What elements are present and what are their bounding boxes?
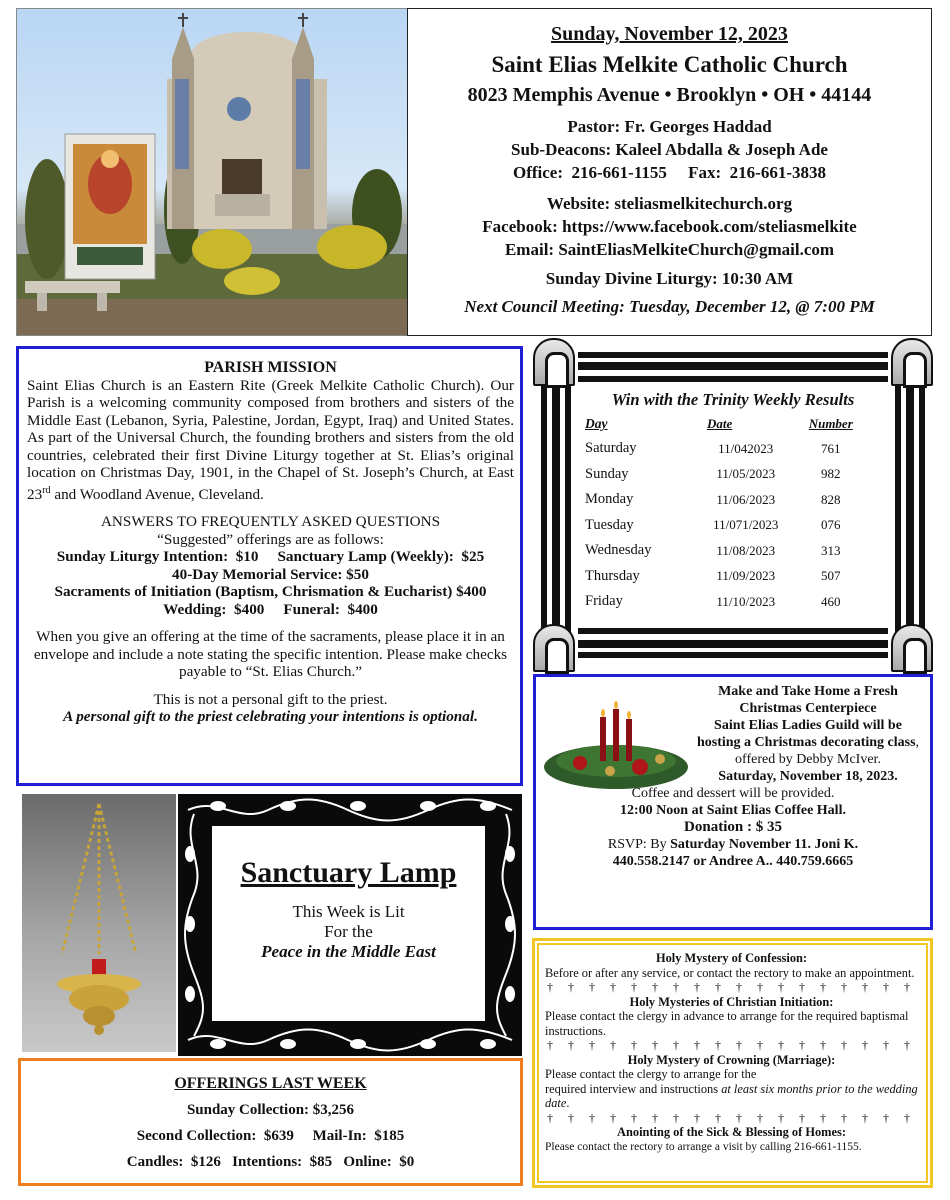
frame-inner-left <box>552 383 560 627</box>
christmas-headline: Make and Take Home a Fresh Christmas Centerpiece <box>718 684 898 716</box>
table-header-row <box>585 416 865 436</box>
row-day: Wednesday <box>585 542 652 559</box>
christmas-class-box <box>533 674 933 930</box>
row-date: 11/071/2023 <box>713 517 779 533</box>
row-number: 076 <box>820 517 841 533</box>
table-row <box>585 564 865 590</box>
christmas-host-line <box>692 717 924 751</box>
crowning-text-2 <box>545 1082 918 1111</box>
row-date: 11/09/2023 <box>716 568 776 584</box>
table-row <box>585 513 865 539</box>
faq-intro: “Suggested” offerings are as follows: <box>157 530 384 548</box>
lamp-line-2: For the <box>324 922 373 941</box>
christmas-donation: Donation : $ 35 <box>684 819 782 835</box>
col-day: Day <box>585 416 608 431</box>
crowning-text-italic: at least six months prior to the wedding date <box>545 1081 918 1110</box>
second-collection: Second Collection: $639 Mail-In: $185 <box>136 1128 405 1144</box>
cross-divider: † † † † † † † † † † † † † † † † † † <box>547 980 916 994</box>
table-row <box>585 487 865 513</box>
trinity-results-box <box>533 338 933 672</box>
church-address: 8023 Memphis Avenue • Brooklyn • OH • 44144 <box>467 84 872 106</box>
frame-inner-right <box>906 383 914 627</box>
christmas-time-place: 12:00 Noon at Saint Elias Coffee Hall. <box>620 803 846 818</box>
sanctuary-lamp-notice <box>212 826 485 1021</box>
arch-corner-icon <box>891 338 933 386</box>
anointing-heading: Anointing of the Sick & Blessing of Homes: <box>617 1125 846 1139</box>
row-number: 828 <box>820 491 841 507</box>
council-meeting: Next Council Meeting: Tuesday, December 12, @ 7:00 PM <box>464 297 875 316</box>
rsvp-phones: 440.558.2147 or Andree A.. 440.759.6665 <box>612 854 854 869</box>
row-day: Friday <box>585 593 623 610</box>
offer-line-4: Wedding: $400 Funeral: $400 <box>163 600 378 618</box>
arch-corner-icon <box>891 624 933 672</box>
offer-line-2: 40-Day Memorial Service: $50 <box>172 565 369 583</box>
initiation-text: Please contact the clergy in advance to arrange for the required baptismal instructions. <box>545 1009 909 1038</box>
rsvp-prefix: RSVP: By <box>607 837 671 852</box>
crowning-text-a: required interview and instructions <box>545 1081 722 1096</box>
crowning-text-1: Please contact the clergy to arrange for the <box>545 1067 757 1081</box>
holy-mysteries-box <box>532 938 933 1188</box>
sanctuary-lamp-photo <box>22 794 176 1052</box>
crowning-text-end: . <box>566 1096 570 1110</box>
crowning-heading: Holy Mystery of Crowning (Marriage): <box>627 1052 836 1067</box>
confession-text: Before or after any service, or contact the rectory to make an appointment. <box>545 965 915 980</box>
confession-heading: Holy Mystery of Confession: <box>655 951 808 965</box>
offer-line-3: Sacraments of Initiation (Baptism, Chrismation & Eucharist) $400 <box>54 583 487 601</box>
offer-line-1: Sunday Liturgy Intention: $10 Sanctuary Lamp (Weekly): $25 <box>56 548 485 566</box>
bulletin-date: Sunday, November 12, 2023 <box>551 23 788 45</box>
frame-inner-top <box>578 362 888 370</box>
centerpiece-image <box>540 695 692 795</box>
christmas-rsvp <box>542 836 924 853</box>
mission-title: PARISH MISSION <box>204 359 337 376</box>
sunday-collection: Sunday Collection: $3,256 <box>186 1102 355 1118</box>
hanging-lamp-icon <box>22 794 176 1052</box>
mission-sup: rd <box>42 484 51 496</box>
row-day: Tuesday <box>585 516 634 533</box>
office-line: Office: 216-661-1155 Fax: 216-661-3838 <box>512 163 827 182</box>
cross-divider: † † † † † † † † † † † † † † † † † † <box>547 1038 916 1052</box>
table-row <box>585 462 865 488</box>
row-date: 11/042023 <box>718 440 774 456</box>
row-date: 11/08/2023 <box>716 542 776 558</box>
optional-gift-note: A personal gift to the priest celebrating your intentions is optional. <box>63 708 478 726</box>
not-gift-note: This is not a personal gift to the priest. <box>153 690 388 708</box>
row-number: 982 <box>820 466 841 482</box>
subdeacons-line: Sub-Deacons: Kaleel Abdalla & Joseph Ade <box>511 140 828 159</box>
christmas-host-comma: , <box>915 735 920 750</box>
table-row <box>585 538 865 564</box>
church-photo <box>16 8 408 336</box>
row-number: 507 <box>820 568 841 584</box>
faq-title: ANSWERS TO FREQUENTLY ASKED QUESTIONS <box>100 513 441 531</box>
christmas-coffee: Coffee and dessert will be provided. <box>631 786 835 801</box>
lamp-line-1: This Week is Lit <box>292 902 405 921</box>
frame-inner-bottom <box>578 640 888 648</box>
rsvp-detail: Saturday November 11. Joni K. <box>670 837 859 852</box>
mission-text-a: Saint Elias Church is an Eastern Rite (Greek Melkite Catholic Church). Our Parish is a welcoming community composed from brothers and sisters of the Middle East (Lebanon, Syria, Palestine, Jordan, Egypt, Iraq) and United States. As part of the Universal Church, the founding brothers and sisters from the old countries, celebrated their first Divine Liturgy together at St. Elias’s original location on Christmas Day, 1901, in the Chapel of St. Joseph’s Church, at East 23 <box>27 376 514 503</box>
christmas-offered-by: offered by Debby McIver. <box>735 752 881 767</box>
table-row <box>585 436 865 462</box>
row-date: 11/05/2023 <box>716 466 776 482</box>
email-link[interactable]: Email: SaintEliasMelkiteChurch@gmail.com <box>504 240 835 259</box>
candles-intentions-online: Candles: $126 Intentions: $85 Online: $0 <box>126 1154 415 1170</box>
website-link[interactable]: Website: steliasmelkitechurch.org <box>546 194 793 213</box>
mission-text-b: and Woodland Avenue, Cleveland. <box>50 485 264 503</box>
parish-mission-box <box>16 346 523 786</box>
offerings-box <box>18 1058 523 1186</box>
church-illustration <box>17 9 408 336</box>
church-name: Saint Elias Melkite Catholic Church <box>491 52 848 77</box>
offerings-title: OFFERINGS LAST WEEK <box>174 1075 367 1092</box>
cross-divider: † † † † † † † † † † † † † † † † † † <box>547 1110 916 1125</box>
christmas-host: Saint Elias Ladies Guild will be hosting a Christmas decorating class <box>696 718 916 750</box>
row-number: 761 <box>820 440 841 456</box>
arch-corner-icon <box>533 624 575 672</box>
row-date: 11/06/2023 <box>716 491 776 507</box>
lamp-intention: Peace in the Middle East <box>261 942 436 961</box>
row-day: Saturday <box>585 440 637 457</box>
col-number: Number <box>808 416 853 431</box>
trinity-title: Win with the Trinity Weekly Results <box>611 390 855 409</box>
facebook-link[interactable]: Facebook: https://www.facebook.com/steliasmelkite <box>482 217 857 236</box>
sanctuary-lamp-title: Sanctuary Lamp <box>240 856 457 889</box>
liturgy-time: Sunday Divine Liturgy: 10:30 AM <box>545 269 794 288</box>
bulletin-header <box>407 8 932 336</box>
col-date: Date <box>707 416 733 431</box>
christmas-date: Saturday, November 18, 2023. <box>718 769 898 784</box>
anointing-text: Please contact the rectory to arrange a visit by calling 216-661-1155. <box>545 1140 862 1153</box>
envelope-note: When you give an offering at the time of the sacraments, please place it in an envelope and include a note stating the specific intention. Please make checks payable to “St. Elias Church.” <box>33 628 508 681</box>
row-day: Thursday <box>585 567 640 584</box>
row-date: 11/10/2023 <box>716 593 776 609</box>
initiation-heading: Holy Mysteries of Christian Initiation: <box>629 994 834 1009</box>
christmas-details-top <box>692 683 924 785</box>
row-number: 460 <box>820 593 841 609</box>
arch-corner-icon <box>533 338 575 386</box>
row-day: Monday <box>585 491 634 508</box>
row-day: Sunday <box>585 465 629 482</box>
mission-paragraph <box>27 377 514 504</box>
pastor-line: Pastor: Fr. Georges Haddad <box>567 117 772 136</box>
trinity-table <box>585 416 865 615</box>
table-row <box>585 589 865 615</box>
row-number: 313 <box>820 542 841 558</box>
